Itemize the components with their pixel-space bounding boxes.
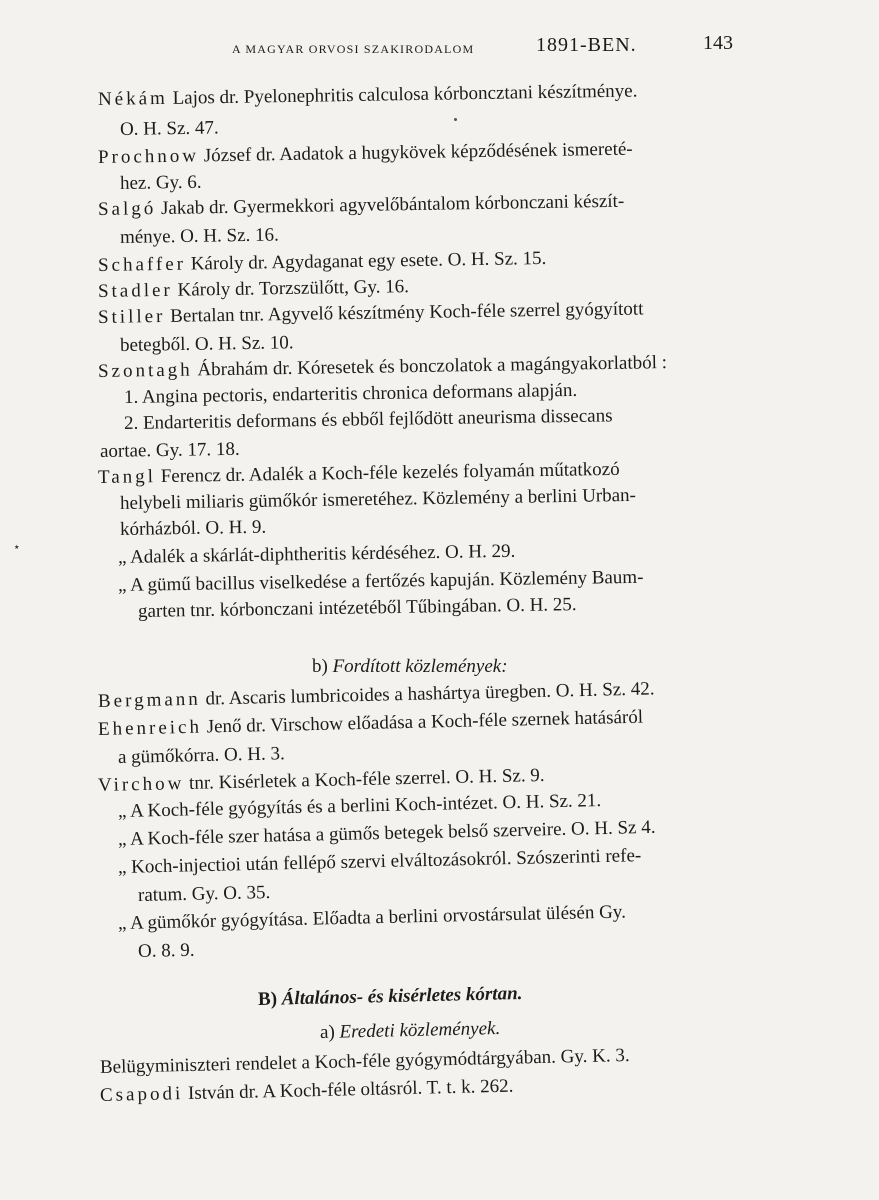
author-name: Nékám bbox=[97, 87, 169, 110]
entry-text: „ A Koch-féle szer hatása a gümős betegek belső szerveire. O. H. Sz 4. bbox=[117, 816, 656, 850]
heading-prefix: b) bbox=[312, 656, 333, 677]
page-number: 143 bbox=[703, 32, 733, 54]
entry-text: „ Koch-injectioi után fellépő szervi elváltozásokról. Szószerinti refe- bbox=[117, 845, 642, 878]
entry-text: Ferencz dr. Adalék a Koch-féle kezelés folyamán műtatkozó bbox=[155, 458, 620, 488]
section-heading-general-pathology bbox=[258, 983, 523, 1011]
entry-text: 2. Endarteritis deformans és ebből fejlődött aneurisma dissecans bbox=[123, 405, 613, 434]
list-item bbox=[98, 138, 633, 170]
list-item bbox=[100, 1075, 514, 1108]
entry-text: ratum. Gy. O. 35. bbox=[137, 882, 271, 906]
heading-prefix: B) bbox=[257, 988, 283, 1010]
list-item bbox=[138, 881, 271, 908]
heading-title: Általános- és kisérletes kórtan. bbox=[281, 983, 523, 1010]
entry-text: Károly dr. Torzszülőtt, Gy. 16. bbox=[172, 276, 410, 301]
entry-text: „ A Koch-féle gyógyítás és a berlini Koch-intézet. O. H. Sz. 21. bbox=[117, 790, 602, 822]
list-item bbox=[98, 275, 409, 304]
entry-text: „ A gümőkór gyógyítása. Előadta a berlini orvostársulat ülésén Gy. bbox=[117, 901, 627, 934]
list-item bbox=[138, 939, 195, 964]
running-head: A MAGYAR ORVOSI SZAKIRODALOM bbox=[232, 42, 475, 56]
list-item bbox=[118, 742, 285, 770]
entry-text: O. 8. 9. bbox=[137, 939, 195, 962]
entry-text: Ábrahám dr. Kóresetek és bonczolatok a magángyakorlatból : bbox=[192, 352, 668, 381]
entry-text: „ Adalék a skárlát-diphtheritis kérdéséhez. O. H. 29. bbox=[117, 540, 516, 568]
author-name: Ehenreich bbox=[97, 716, 203, 740]
section-heading-original bbox=[320, 1018, 501, 1044]
heading-title: Fordított közlemények: bbox=[332, 656, 508, 677]
list-item bbox=[98, 80, 638, 112]
author-name: Bergmann bbox=[97, 688, 202, 712]
entry-text: István dr. A Koch-féle oltásról. T. t. k. 262. bbox=[183, 1075, 514, 1105]
entry-text: Jenő dr. Virschow előadása a Koch-féle szernek hatásáról bbox=[201, 706, 644, 738]
entry-text: helybeli miliaris gümőkór ismeretéhez. Közlemény a berlini Urban- bbox=[119, 484, 637, 514]
author-name: Stiller bbox=[97, 305, 166, 328]
entry-text: Jakab dr. Gyermekkori agyvelőbántalom kórbonczani készít- bbox=[156, 190, 625, 220]
author-name: Tangl bbox=[97, 466, 157, 488]
list-item bbox=[124, 404, 613, 436]
list-item bbox=[100, 1044, 630, 1080]
heading-prefix: a) bbox=[319, 1021, 340, 1044]
section-heading-translated bbox=[312, 656, 508, 678]
list-item bbox=[120, 224, 279, 250]
entry-text: ménye. O. H. Sz. 16. bbox=[119, 224, 279, 248]
heading-title: Eredeti közlemények. bbox=[339, 1017, 501, 1043]
entry-text: betegből. O. H. Sz. 10. bbox=[119, 332, 294, 356]
entry-text: Belügyminiszteri rendelet a Koch-féle gyógymódtárgyában. Gy. K. 3. bbox=[99, 1044, 630, 1078]
author-name: Salgó bbox=[97, 198, 157, 220]
author-name: Csapodi bbox=[99, 1083, 184, 1106]
author-name: Prochnow bbox=[97, 145, 200, 168]
entry-text: Bertalan tnr. Agyvelő készítmény Koch-féle szerrel gyógyított bbox=[165, 298, 644, 327]
entry-text: aortae. Gy. 17. 18. bbox=[99, 438, 240, 462]
entry-text: 1. Angina pectoris, endarteritis chronica deformans alapján. bbox=[123, 379, 578, 408]
entry-text: O. H. Sz. 47. bbox=[119, 117, 219, 140]
entry-text: a gümőkórra. O. H. 3. bbox=[117, 743, 285, 768]
author-name: Stadler bbox=[97, 279, 173, 302]
list-item bbox=[118, 540, 516, 570]
entry-text: garten tnr. kórbonczani intézetéből Tűbingában. O. H. 25. bbox=[137, 594, 577, 622]
entry-text: József dr. Aadatok a hugykövek képződésének ismereté- bbox=[198, 138, 633, 167]
list-item bbox=[138, 593, 577, 624]
list-item bbox=[120, 331, 294, 358]
author-name: Szontagh bbox=[97, 359, 193, 382]
running-year: 1891-BEN. bbox=[536, 34, 637, 56]
author-name: Schaffer bbox=[97, 253, 187, 276]
list-item bbox=[98, 247, 547, 278]
entry-text: Lajos dr. Pyelonephritis calculosa kórboncztani készítménye. bbox=[167, 80, 638, 109]
entry-text: tnr. Kisérletek a Koch-féle szerrel. O. H. Sz. 9. bbox=[184, 764, 545, 795]
list-item bbox=[120, 516, 267, 542]
list-item bbox=[100, 438, 240, 464]
entry-text: dr. Ascaris lumbricoides a hashártya üregben. O. H. Sz. 42. bbox=[200, 678, 655, 710]
entry-text: hez. Gy. 6. bbox=[119, 171, 202, 194]
entry-text: „ A gümű bacillus viselkedése a fertőzés kapuján. Közlemény Baum- bbox=[117, 566, 644, 596]
margin-mark: ٭ bbox=[14, 542, 20, 553]
list-item bbox=[120, 171, 202, 196]
author-name: Virchow bbox=[97, 773, 185, 796]
entry-text: Károly dr. Agydaganat egy esete. O. H. Sz. 15. bbox=[185, 247, 547, 275]
list-item bbox=[120, 484, 636, 516]
list-item bbox=[120, 116, 219, 142]
entry-text: kórházból. O. H. 9. bbox=[119, 516, 267, 540]
